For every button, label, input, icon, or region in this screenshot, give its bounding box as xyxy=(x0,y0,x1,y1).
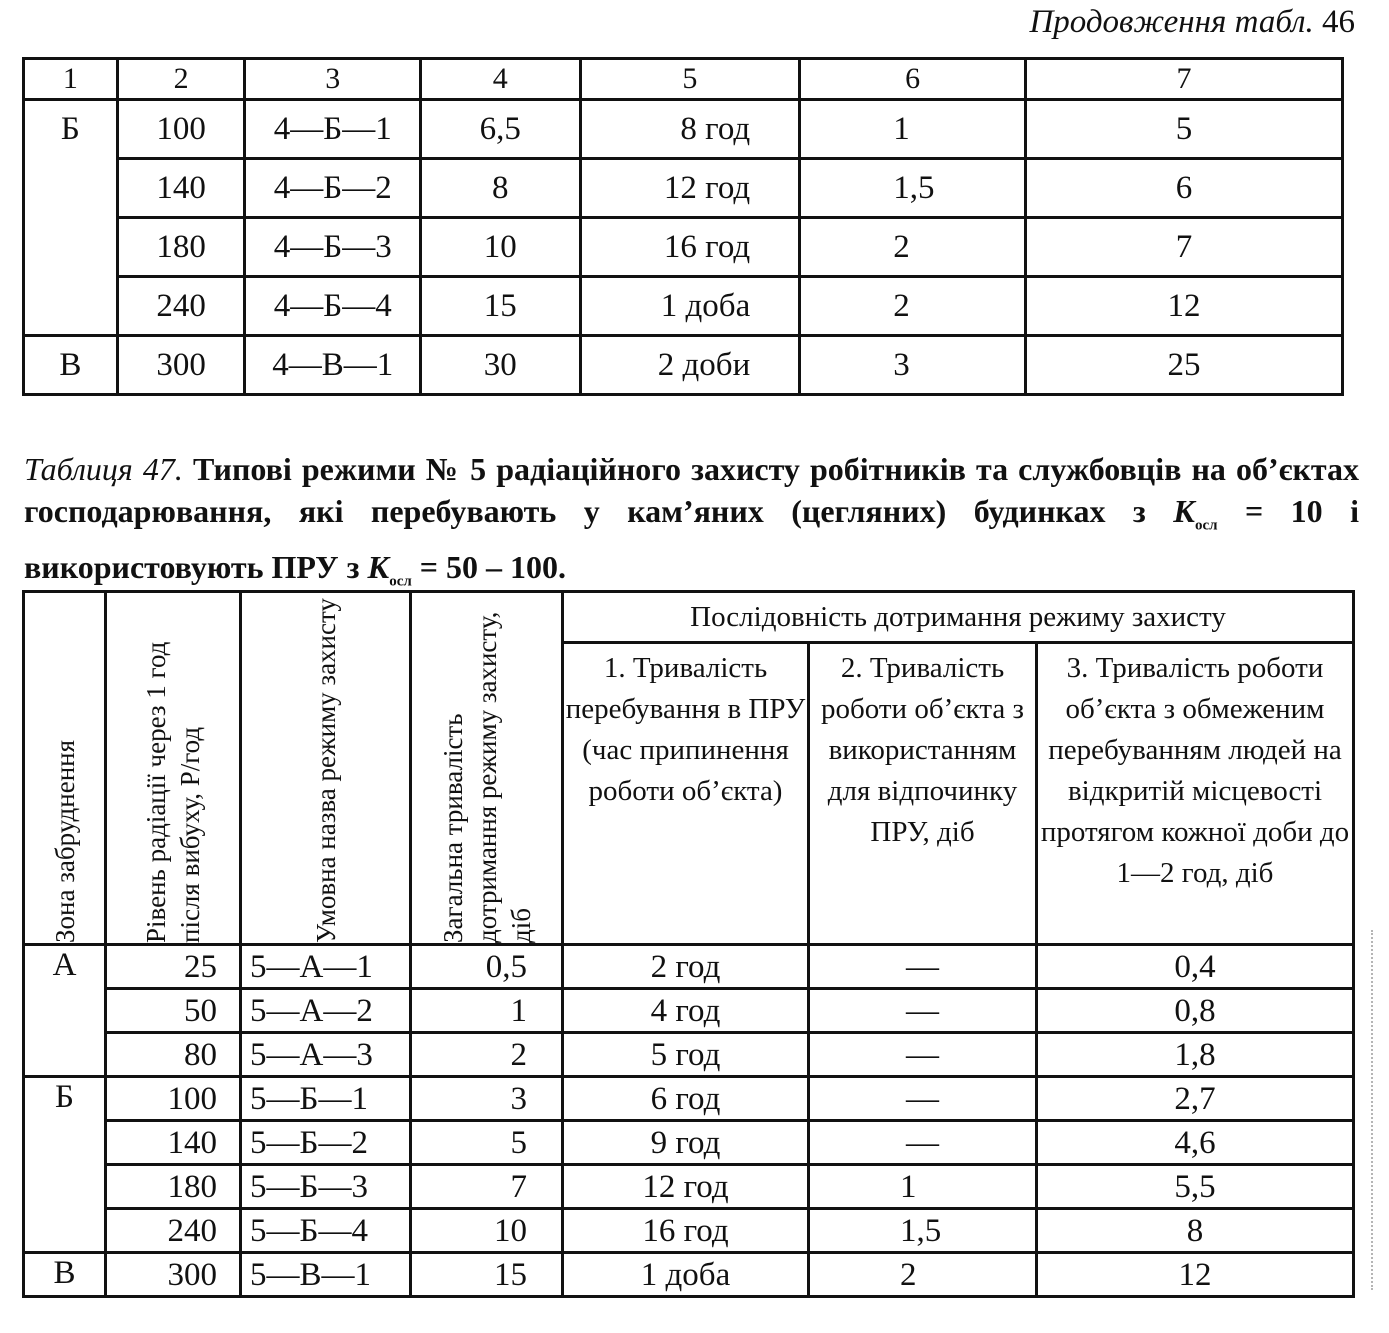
scan-edge-marks xyxy=(1371,930,1375,1290)
shelter-duration-cell: 9 год xyxy=(563,1121,809,1165)
total-duration-cell: 10 xyxy=(411,1209,563,1253)
level-cell: 240 xyxy=(106,1209,241,1253)
zone-cell: А xyxy=(24,945,106,1077)
total-duration-cell: 15 xyxy=(411,1253,563,1297)
shelter-duration-cell: 5 год xyxy=(563,1033,809,1077)
limited-duration-cell: 5 xyxy=(1025,100,1342,159)
rest-duration-cell: — xyxy=(809,989,1037,1033)
shelter-duration-cell: 1 доба xyxy=(580,277,800,336)
table-row xyxy=(24,945,1354,989)
rest-duration-cell: — xyxy=(809,1121,1037,1165)
level-cell: 300 xyxy=(117,336,245,395)
table-47-caption xyxy=(24,448,1359,603)
regime-name-cell: 4—Б—3 xyxy=(245,218,421,277)
regime-name-cell: 4—Б—1 xyxy=(245,100,421,159)
regime-name-cell: 5—Б—3 xyxy=(241,1165,411,1209)
shelter-duration-cell: 2 год xyxy=(563,945,809,989)
caption-text-1: Типові режими № 5 радіаційного захисту робітників та службовців на об’єктах господарювання, які перебувають у кам’яних (цегляних) будинках з xyxy=(24,451,1360,529)
continuation-label xyxy=(1029,4,1355,41)
rest-duration-cell: 2 xyxy=(809,1253,1037,1297)
total-duration-cell: 30 xyxy=(421,336,581,395)
shelter-duration-cell: 12 год xyxy=(580,159,800,218)
total-duration-cell: 7 xyxy=(411,1165,563,1209)
regime-name-header xyxy=(241,592,411,945)
shelter-duration-cell: 6 год xyxy=(563,1077,809,1121)
continuation-text: Продовження табл. xyxy=(1029,4,1314,40)
regime-name-header-text: Умовна назва режиму захисту xyxy=(310,598,341,943)
level-cell: 25 xyxy=(106,945,241,989)
limited-duration-cell: 12 xyxy=(1037,1253,1354,1297)
level-cell: 140 xyxy=(117,159,245,218)
level-cell: 180 xyxy=(106,1165,241,1209)
rest-duration-cell: 1 xyxy=(809,1165,1037,1209)
regime-name-cell: 5—Б—1 xyxy=(241,1077,411,1121)
level-cell: 100 xyxy=(106,1077,241,1121)
zone-cell: В xyxy=(24,1253,106,1297)
level-cell: 100 xyxy=(117,100,245,159)
level-cell: 180 xyxy=(117,218,245,277)
rest-duration-header: 2. Тривалість роботи об’єкта з використанням для відпочинку ПРУ, діб xyxy=(809,643,1037,945)
regime-name-cell: 5—В—1 xyxy=(241,1253,411,1297)
limited-duration-cell: 7 xyxy=(1025,218,1342,277)
rest-duration-cell: 2 xyxy=(800,218,1026,277)
zone-cell: В xyxy=(24,336,118,395)
rest-duration-cell: 2 xyxy=(800,277,1026,336)
shelter-duration-header: 1. Тривалість перебування в ПРУ (час припинення роботи об’єкта) xyxy=(563,643,809,945)
table-row xyxy=(24,336,1343,395)
level-header-text: Рівень радіації через 1 год після вибуху, Р/год xyxy=(141,641,205,943)
total-duration-header xyxy=(411,592,563,945)
rest-duration-cell: 1,5 xyxy=(809,1209,1037,1253)
shelter-duration-cell: 8 год xyxy=(580,100,800,159)
continuation-table-number: 46 xyxy=(1322,4,1355,40)
table-row xyxy=(24,1077,1354,1121)
level-cell: 140 xyxy=(106,1121,241,1165)
rest-duration-cell: 3 xyxy=(800,336,1026,395)
shelter-duration-cell: 1 доба xyxy=(563,1253,809,1297)
table-row xyxy=(24,100,1343,159)
column-number-row xyxy=(24,59,1343,100)
total-duration-cell: 0,5 xyxy=(411,945,563,989)
table-row xyxy=(24,1209,1354,1253)
caption-label: Таблиця 47. xyxy=(24,451,183,487)
level-cell: 240 xyxy=(117,277,245,336)
column-number: 3 xyxy=(245,59,421,100)
limited-duration-cell: 25 xyxy=(1025,336,1342,395)
regime-name-cell: 4—Б—4 xyxy=(245,277,421,336)
level-header xyxy=(106,592,241,945)
level-cell: 300 xyxy=(106,1253,241,1297)
caption-text-3: = 50 – 100. xyxy=(419,549,567,586)
k-symbol: К xyxy=(367,549,390,586)
sequence-header: Послідовність дотримання режиму захисту xyxy=(563,592,1354,643)
table-row xyxy=(24,277,1343,336)
column-number: 1 xyxy=(24,59,118,100)
table-row xyxy=(24,989,1354,1033)
total-duration-cell: 2 xyxy=(411,1033,563,1077)
shelter-duration-cell: 16 год xyxy=(580,218,800,277)
k-subscript: осл xyxy=(1194,517,1218,534)
limited-duration-cell: 6 xyxy=(1025,159,1342,218)
regime-name-cell: 5—А—3 xyxy=(241,1033,411,1077)
k-symbol: К xyxy=(1173,493,1195,529)
total-duration-cell: 3 xyxy=(411,1077,563,1121)
total-duration-cell: 15 xyxy=(421,277,581,336)
limited-duration-cell: 4,6 xyxy=(1037,1121,1354,1165)
limited-duration-cell: 1,8 xyxy=(1037,1033,1354,1077)
regime-name-cell: 5—А—2 xyxy=(241,989,411,1033)
table-47 xyxy=(22,590,1355,1298)
column-number: 6 xyxy=(800,59,1026,100)
zone-header xyxy=(24,592,106,945)
table-row xyxy=(24,1165,1354,1209)
table-row xyxy=(24,1121,1354,1165)
zone-cell: Б xyxy=(24,1077,106,1253)
shelter-duration-cell: 12 год xyxy=(563,1165,809,1209)
rest-duration-cell: — xyxy=(809,1077,1037,1121)
limited-duration-header: 3. Тривалість роботи об’єкта з обмеженим перебуванням людей на відкритій місцевості протягом кожної доби до 1—2 год, діб xyxy=(1037,643,1354,945)
caption-text-2: = 10 і використовують ПРУ з xyxy=(24,493,1359,586)
limited-duration-cell: 5,5 xyxy=(1037,1165,1354,1209)
column-number: 7 xyxy=(1025,59,1342,100)
level-cell: 80 xyxy=(106,1033,241,1077)
column-number: 5 xyxy=(580,59,800,100)
table-46-continuation xyxy=(22,57,1344,396)
table-row xyxy=(24,1253,1354,1297)
table-row xyxy=(24,1033,1354,1077)
regime-name-cell: 5—Б—2 xyxy=(241,1121,411,1165)
total-duration-cell: 5 xyxy=(411,1121,563,1165)
rest-duration-cell: — xyxy=(809,945,1037,989)
level-cell: 50 xyxy=(106,989,241,1033)
total-duration-cell: 6,5 xyxy=(421,100,581,159)
limited-duration-cell: 0,8 xyxy=(1037,989,1354,1033)
total-duration-cell: 10 xyxy=(421,218,581,277)
shelter-duration-cell: 16 год xyxy=(563,1209,809,1253)
column-number: 2 xyxy=(117,59,245,100)
regime-name-cell: 5—Б—4 xyxy=(241,1209,411,1253)
header-row xyxy=(24,592,1354,643)
zone-cell: Б xyxy=(24,100,118,336)
limited-duration-cell: 12 xyxy=(1025,277,1342,336)
k-subscript: осл xyxy=(389,573,412,590)
limited-duration-cell: 2,7 xyxy=(1037,1077,1354,1121)
regime-name-cell: 4—В—1 xyxy=(245,336,421,395)
limited-duration-cell: 8 xyxy=(1037,1209,1354,1253)
limited-duration-cell: 0,4 xyxy=(1037,945,1354,989)
shelter-duration-cell: 4 год xyxy=(563,989,809,1033)
total-duration-cell: 1 xyxy=(411,989,563,1033)
column-number: 4 xyxy=(421,59,581,100)
total-duration-header-text: Загальна тривалість дотримання режиму захисту, діб xyxy=(437,611,536,943)
shelter-duration-cell: 2 доби xyxy=(580,336,800,395)
rest-duration-cell: 1,5 xyxy=(800,159,1026,218)
total-duration-cell: 8 xyxy=(421,159,581,218)
table-row xyxy=(24,218,1343,277)
regime-name-cell: 4—Б—2 xyxy=(245,159,421,218)
regime-name-cell: 5—А—1 xyxy=(241,945,411,989)
zone-header-text: Зона забруднення xyxy=(49,739,80,943)
rest-duration-cell: — xyxy=(809,1033,1037,1077)
rest-duration-cell: 1 xyxy=(800,100,1026,159)
table-row xyxy=(24,159,1343,218)
